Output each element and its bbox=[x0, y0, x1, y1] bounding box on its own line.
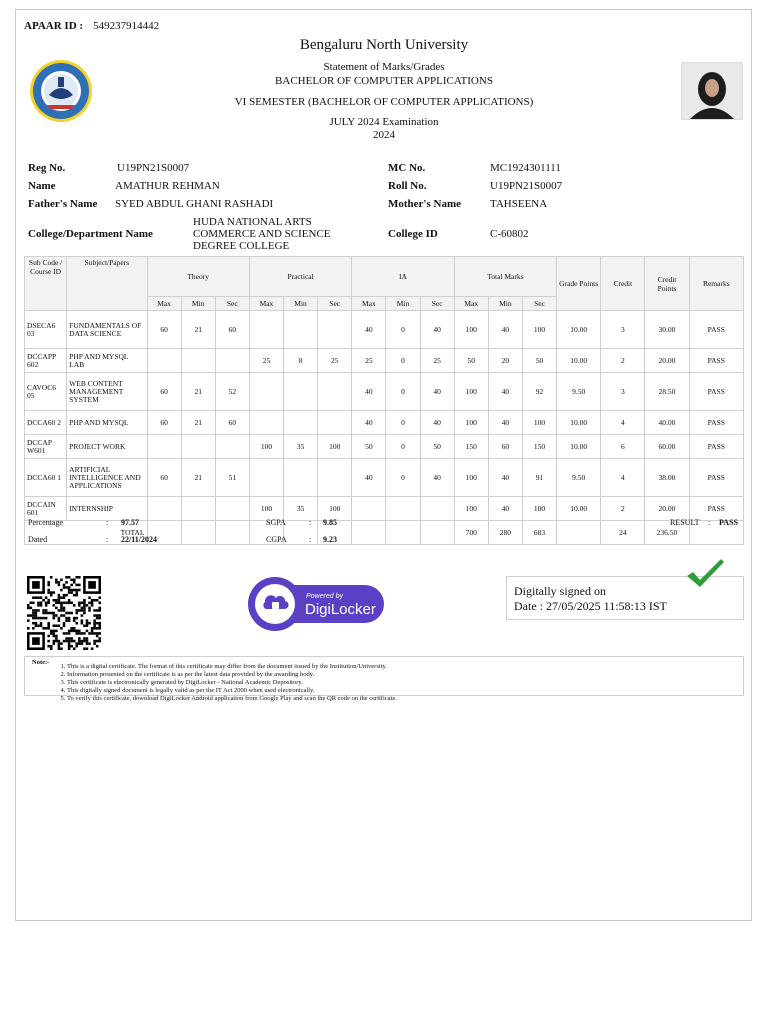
marks-cell bbox=[147, 435, 181, 459]
remarks-cell: PASS bbox=[689, 497, 743, 521]
empty-cell bbox=[352, 521, 386, 545]
credit-cell: 3 bbox=[601, 311, 645, 349]
grade-points-cell: 10.00 bbox=[557, 349, 601, 373]
header-grade-points: Grade Points bbox=[557, 257, 601, 311]
marks-cell: 60 bbox=[488, 435, 522, 459]
result-colon: : bbox=[708, 518, 711, 527]
credit-points-cell: 40.00 bbox=[645, 411, 689, 435]
marks-cell bbox=[215, 435, 249, 459]
grade-points-cell: 10.00 bbox=[557, 311, 601, 349]
total-min-cell: 280 bbox=[488, 521, 522, 545]
marks-cell: 40 bbox=[352, 459, 386, 497]
father-value: SYED ABDUL GHANI RASHADI bbox=[115, 198, 274, 210]
digilocker-brand-text: DigiLocker bbox=[305, 601, 376, 618]
credit-points-cell: 28.50 bbox=[645, 373, 689, 411]
subject-cell: FUNDAMENTALS OF DATA SCIENCE bbox=[67, 311, 147, 349]
credit-cell: 3 bbox=[601, 373, 645, 411]
marks-cell bbox=[249, 411, 283, 435]
marks-cell: 40 bbox=[352, 311, 386, 349]
marks-cell bbox=[318, 373, 352, 411]
empty-cell bbox=[386, 521, 420, 545]
result-label: RESULT bbox=[670, 518, 700, 527]
marks-cell: 50 bbox=[522, 349, 556, 373]
marks-cell: 100 bbox=[454, 497, 488, 521]
course-code-cell: CAVOC6 05 bbox=[25, 373, 67, 411]
father-label: Father's Name bbox=[28, 198, 98, 210]
grade-points-cell: 10.00 bbox=[557, 497, 601, 521]
reg-label: Reg No. bbox=[28, 162, 66, 174]
marks-cell: 92 bbox=[522, 373, 556, 411]
percentage-value bbox=[121, 518, 139, 527]
subject-cell: PHP AND MYSQL LAB bbox=[67, 349, 147, 373]
marks-cell: 50 bbox=[352, 435, 386, 459]
marks-cell: 50 bbox=[454, 349, 488, 373]
marks-cell: 100 bbox=[454, 459, 488, 497]
header-sec: Sec bbox=[318, 297, 352, 311]
apaar-label: APAAR ID : bbox=[24, 20, 84, 32]
marks-cell bbox=[386, 497, 420, 521]
header-min: Min bbox=[284, 297, 318, 311]
sgpa-value bbox=[323, 518, 337, 527]
credit-cell: 6 bbox=[601, 435, 645, 459]
credit-points-cell: 38.00 bbox=[645, 459, 689, 497]
roll-label: Roll No. bbox=[388, 180, 427, 192]
grade-points-cell: 9.50 bbox=[557, 459, 601, 497]
reg-value: U19PN21S0007 bbox=[117, 162, 190, 174]
dated-colon: : bbox=[106, 535, 109, 544]
credit-points-cell: 30.00 bbox=[645, 311, 689, 349]
marks-cell: 40 bbox=[352, 411, 386, 435]
qr-code[interactable] bbox=[26, 576, 102, 650]
programme-name: BACHELOR OF COMPUTER APPLICATIONS bbox=[275, 75, 493, 87]
name-label: Name bbox=[28, 180, 56, 192]
marks-cell bbox=[181, 349, 215, 373]
header-total-marks: Total Marks bbox=[454, 257, 556, 297]
subject-cell: PHP AND MYSQL bbox=[67, 411, 147, 435]
apaar-value: 549237914442 bbox=[93, 20, 160, 32]
remarks-cell: PASS bbox=[689, 349, 743, 373]
college-id-value: C-60802 bbox=[490, 228, 529, 240]
marks-cell: 50 bbox=[420, 435, 454, 459]
credit-cell: 2 bbox=[601, 497, 645, 521]
header-sec: Sec bbox=[522, 297, 556, 311]
marks-cell: 40 bbox=[420, 411, 454, 435]
marks-cell: 0 bbox=[386, 411, 420, 435]
empty-cell bbox=[215, 521, 249, 545]
marks-cell: 0 bbox=[386, 435, 420, 459]
header-practical: Practical bbox=[249, 257, 351, 297]
credit-points-cell: 20.00 bbox=[645, 349, 689, 373]
marks-cell bbox=[215, 349, 249, 373]
digilocker-logo bbox=[246, 575, 388, 632]
notes-list bbox=[55, 663, 397, 703]
header-ia: IA bbox=[352, 257, 454, 297]
header-credit: Credit bbox=[601, 257, 645, 311]
empty-cell bbox=[420, 521, 454, 545]
powered-by-text: Powered by bbox=[306, 593, 343, 600]
marks-cell bbox=[181, 497, 215, 521]
header-min: Min bbox=[488, 297, 522, 311]
header-sec: Sec bbox=[215, 297, 249, 311]
remarks-cell: PASS bbox=[689, 373, 743, 411]
percentage-colon: : bbox=[106, 518, 109, 527]
course-code-cell: DSECA6 03 bbox=[25, 311, 67, 349]
marks-cell: 100 bbox=[522, 311, 556, 349]
marks-cell: 35 bbox=[284, 435, 318, 459]
marks-cell: 100 bbox=[318, 497, 352, 521]
cgpa-value bbox=[323, 535, 337, 544]
notes-title: Note:- bbox=[32, 659, 50, 666]
marks-cell: 25 bbox=[420, 349, 454, 373]
percentage-number: 97.57 bbox=[121, 518, 139, 527]
marks-cell: 60 bbox=[147, 311, 181, 349]
marks-cell: 60 bbox=[147, 373, 181, 411]
cgpa-number: 9.23 bbox=[323, 535, 337, 544]
dated-label: Dated bbox=[28, 535, 48, 544]
remarks-cell: PASS bbox=[689, 311, 743, 349]
header-min: Min bbox=[181, 297, 215, 311]
empty-cell bbox=[284, 521, 318, 545]
marks-cell: 52 bbox=[215, 373, 249, 411]
note-item: 4. This digitally signed document is legally valid as per the IT Act 2000 when used electronically. bbox=[67, 687, 397, 695]
header-max: Max bbox=[249, 297, 283, 311]
table-row bbox=[25, 373, 744, 411]
credit-cell: 4 bbox=[601, 411, 645, 435]
college-line: DEGREE COLLEGE bbox=[193, 240, 290, 252]
note-item: 3. This certificate is electronically generated by DigiLocker - National Academic Depository. bbox=[67, 679, 397, 687]
total-label: TOTAL bbox=[25, 521, 148, 545]
marks-cell: 40 bbox=[352, 373, 386, 411]
marks-cell: 60 bbox=[215, 411, 249, 435]
marks-cell: 40 bbox=[488, 411, 522, 435]
student-photo bbox=[681, 62, 743, 120]
marks-cell: 40 bbox=[488, 459, 522, 497]
credit-points-cell: 60.00 bbox=[645, 435, 689, 459]
statement-title: Statement of Marks/Grades bbox=[323, 61, 445, 73]
marks-cell: 35 bbox=[284, 497, 318, 521]
mc-label: MC No. bbox=[388, 162, 426, 174]
note-item: 1. This is a digital certificate. The format of this certificate may differ from the document issued by the Institution/University. bbox=[67, 663, 397, 671]
course-code-cell: DCCAPP 602 bbox=[25, 349, 67, 373]
marks-cell: 40 bbox=[488, 311, 522, 349]
credit-cell: 2 bbox=[601, 349, 645, 373]
marks-cell: 8 bbox=[284, 349, 318, 373]
marks-cell: 40 bbox=[420, 311, 454, 349]
result-value bbox=[719, 518, 738, 527]
marks-cell: 21 bbox=[181, 373, 215, 411]
college-label: College/Department Name bbox=[28, 228, 153, 240]
table-row bbox=[25, 435, 744, 459]
subject-cell: INTERNSHIP bbox=[67, 497, 147, 521]
marks-cell: 25 bbox=[352, 349, 386, 373]
table-row bbox=[25, 497, 744, 521]
marks-table-body bbox=[25, 311, 744, 545]
header-min: Min bbox=[386, 297, 420, 311]
table-row bbox=[25, 459, 744, 497]
marks-cell bbox=[284, 373, 318, 411]
subject-cell: WEB CONTENT MANAGEMENT SYSTEM bbox=[67, 373, 147, 411]
marks-cell bbox=[318, 459, 352, 497]
marks-cell: 100 bbox=[454, 311, 488, 349]
marks-cell: 150 bbox=[522, 435, 556, 459]
subject-cell: ARTIFICIAL INTELLIGENCE AND APPLICATIONS bbox=[67, 459, 147, 497]
marks-cell: 21 bbox=[181, 411, 215, 435]
marks-cell: 0 bbox=[386, 373, 420, 411]
table-row bbox=[25, 311, 744, 349]
empty-cell bbox=[181, 521, 215, 545]
header-theory: Theory bbox=[147, 257, 249, 297]
sgpa-label: SGPA bbox=[266, 518, 286, 527]
marks-cell bbox=[318, 411, 352, 435]
marks-cell: 91 bbox=[522, 459, 556, 497]
grade-points-cell: 9.50 bbox=[557, 373, 601, 411]
dated-value bbox=[121, 535, 157, 544]
header-subject: Subject/Papers bbox=[67, 257, 147, 311]
marks-cell: 100 bbox=[249, 497, 283, 521]
marks-cell: 21 bbox=[181, 459, 215, 497]
marks-cell: 40 bbox=[488, 497, 522, 521]
marks-cell bbox=[249, 311, 283, 349]
marks-cell: 60 bbox=[147, 459, 181, 497]
mother-value: TAHSEENA bbox=[490, 198, 548, 210]
marks-cell: 0 bbox=[386, 311, 420, 349]
marks-cell bbox=[318, 311, 352, 349]
marks-cell bbox=[249, 459, 283, 497]
note-item: 5. To verify this certificate, download DigiLocker Android application from Google Play and scan the QR code on the certificate. bbox=[67, 695, 397, 703]
mc-value: MC1924301111 bbox=[490, 162, 561, 174]
marks-cell bbox=[284, 459, 318, 497]
mother-label: Mother's Name bbox=[388, 198, 462, 210]
marks-cell bbox=[215, 497, 249, 521]
semester-name: VI SEMESTER (BACHELOR OF COMPUTER APPLICATIONS) bbox=[234, 96, 534, 108]
course-code-cell: DCCA60 1 bbox=[25, 459, 67, 497]
exam-name: JULY 2024 Examination bbox=[329, 116, 439, 128]
marks-cell: 0 bbox=[386, 459, 420, 497]
dated-text: 22/11/2024 bbox=[121, 535, 158, 544]
remarks-cell: PASS bbox=[689, 411, 743, 435]
marks-cell: 100 bbox=[522, 411, 556, 435]
total-credit-cell: 24 bbox=[601, 521, 645, 545]
grade-points-cell: 10.00 bbox=[557, 435, 601, 459]
roll-value: U19PN21S0007 bbox=[490, 180, 563, 192]
marks-cell: 100 bbox=[454, 373, 488, 411]
marks-cell: 150 bbox=[454, 435, 488, 459]
marks-cell bbox=[420, 497, 454, 521]
marks-cell: 100 bbox=[454, 411, 488, 435]
marks-cell bbox=[352, 497, 386, 521]
table-row bbox=[25, 411, 744, 435]
sgpa-number: 9.85 bbox=[323, 518, 337, 527]
grade-points-cell: 10.00 bbox=[557, 411, 601, 435]
marks-cell: 51 bbox=[215, 459, 249, 497]
marks-cell: 25 bbox=[318, 349, 352, 373]
college-line: COMMERCE AND SCIENCE bbox=[193, 228, 331, 240]
header-remarks: Remarks bbox=[689, 257, 743, 311]
marks-cell bbox=[284, 411, 318, 435]
credit-points-cell: 20.00 bbox=[645, 497, 689, 521]
name-value: AMATHUR REHMAN bbox=[115, 180, 220, 192]
marks-cell: 0 bbox=[386, 349, 420, 373]
header-max: Max bbox=[454, 297, 488, 311]
marks-cell: 60 bbox=[147, 411, 181, 435]
note-item: 2. Information presented on the certificate is as per the latest data provided by the awarding body. bbox=[67, 671, 397, 679]
result-text: PASS bbox=[719, 518, 738, 527]
total-sec-cell: 683 bbox=[522, 521, 556, 545]
marks-cell bbox=[181, 435, 215, 459]
header-code: Sub Code / Course ID bbox=[25, 257, 67, 311]
table-row bbox=[25, 349, 744, 373]
marks-cell: 100 bbox=[522, 497, 556, 521]
signed-date-text: Date : 27/05/2025 11:58:13 IST bbox=[514, 599, 667, 613]
marks-cell bbox=[284, 311, 318, 349]
marks-cell: 40 bbox=[420, 459, 454, 497]
marks-cell bbox=[249, 373, 283, 411]
signed-on-text: Digitally signed on bbox=[514, 584, 606, 598]
marks-cell bbox=[147, 497, 181, 521]
total-credit-points-cell: 236.50 bbox=[645, 521, 689, 545]
exam-year: 2024 bbox=[373, 129, 395, 141]
notes-box bbox=[24, 656, 744, 702]
header-max: Max bbox=[352, 297, 386, 311]
university-name: Bengaluru North University bbox=[299, 37, 469, 53]
header-credit-points: Credit Points bbox=[645, 257, 689, 311]
marks-cell bbox=[147, 349, 181, 373]
marks-cell: 100 bbox=[249, 435, 283, 459]
header-max: Max bbox=[147, 297, 181, 311]
college-id-label: College ID bbox=[388, 228, 438, 240]
header-sec: Sec bbox=[420, 297, 454, 311]
marks-cell: 60 bbox=[215, 311, 249, 349]
percentage-label: Percentage bbox=[28, 518, 64, 527]
marks-cell: 40 bbox=[488, 373, 522, 411]
remarks-cell: PASS bbox=[689, 435, 743, 459]
college-line: HUDA NATIONAL ARTS bbox=[193, 216, 312, 228]
marks-table bbox=[24, 256, 744, 545]
marks-cell: 20 bbox=[488, 349, 522, 373]
empty-cell bbox=[557, 521, 601, 545]
credit-cell: 4 bbox=[601, 459, 645, 497]
course-code-cell: DCCAIN 601 bbox=[25, 497, 67, 521]
marks-cell: 25 bbox=[249, 349, 283, 373]
remarks-cell: PASS bbox=[689, 459, 743, 497]
marks-cell: 21 bbox=[181, 311, 215, 349]
cgpa-colon: : bbox=[309, 535, 312, 544]
course-code-cell: DCCA60 2 bbox=[25, 411, 67, 435]
verified-check-icon bbox=[685, 556, 725, 590]
marks-cell: 40 bbox=[420, 373, 454, 411]
apaar-id bbox=[24, 20, 159, 32]
course-code-cell: DCCAP W601 bbox=[25, 435, 67, 459]
marks-cell: 100 bbox=[318, 435, 352, 459]
total-max-cell: 700 bbox=[454, 521, 488, 545]
university-seal-logo bbox=[29, 59, 93, 123]
college-value bbox=[193, 216, 331, 252]
cgpa-label: CGPA bbox=[266, 535, 287, 544]
student-portrait-image bbox=[682, 63, 742, 119]
sgpa-colon: : bbox=[309, 518, 312, 527]
subject-cell: PROJECT WORK bbox=[67, 435, 147, 459]
